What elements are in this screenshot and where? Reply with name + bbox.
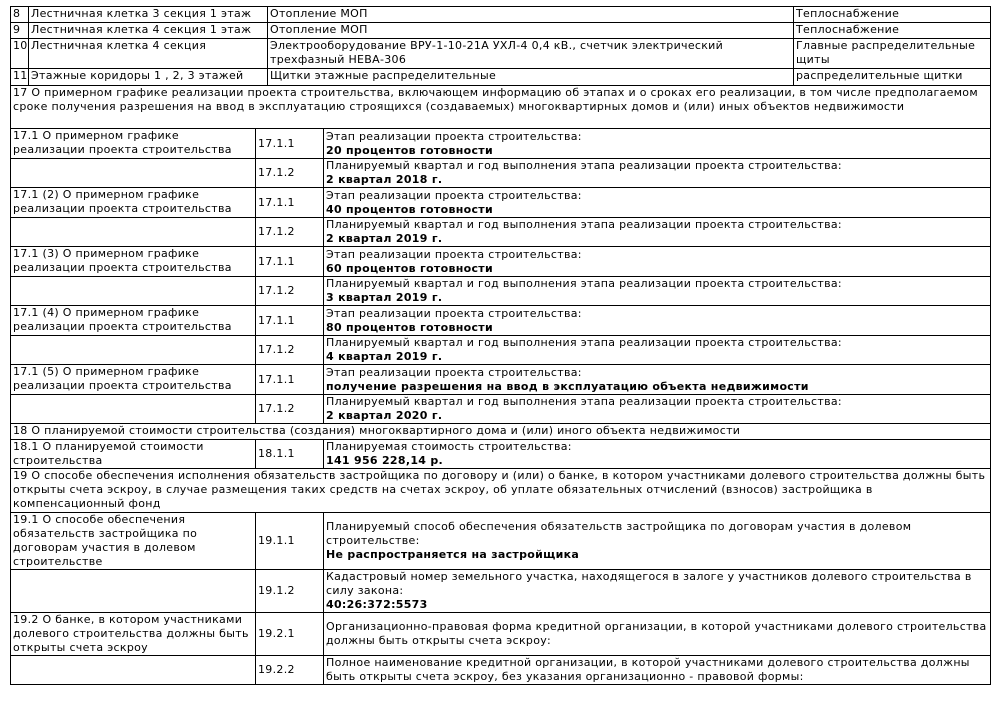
item-code: 17.1.2 bbox=[256, 395, 324, 424]
item-content bbox=[324, 306, 991, 336]
equipment-row bbox=[11, 39, 991, 69]
row-number: 8 bbox=[11, 7, 29, 23]
item-title: 17.1 (3) О примерном графике реализации проекта строительства bbox=[11, 247, 256, 277]
item-label: Планируемый квартал и год выполнения этапа реализации проекта строительства: bbox=[326, 395, 842, 408]
item-title: 19.2 О банке, в котором участниками долевого строительства должны быть открыты счета эскроу bbox=[11, 613, 256, 656]
item-label: Этап реализации проекта строительства: bbox=[326, 129, 582, 143]
item-value: 20 процентов готовности bbox=[326, 143, 493, 157]
row-number: 9 bbox=[11, 23, 29, 39]
item-label: Организационно-правовая форма кредитной организации, в которой участниками долевого строительства должны быть открыты счета эскроу: bbox=[326, 620, 987, 647]
table-row bbox=[11, 395, 991, 424]
item-value: 3 квартал 2019 г. bbox=[326, 291, 443, 304]
item-label: Этап реализации проекта строительства: bbox=[326, 306, 582, 320]
item-code: 17.1.2 bbox=[256, 159, 324, 188]
item-code: 17.1.1 bbox=[256, 188, 324, 218]
system-cell: Главные распределительные щиты bbox=[794, 39, 991, 69]
item-value: получение разрешения на ввод в эксплуатацию объекта недвижимости bbox=[326, 379, 809, 393]
item-value: 80 процентов готовности bbox=[326, 320, 493, 334]
equipment-table bbox=[10, 6, 991, 86]
item-code: 17.1.2 bbox=[256, 218, 324, 247]
item-label: Этап реализации проекта строительства: bbox=[326, 188, 582, 202]
table-row bbox=[11, 247, 991, 277]
location-cell: Этажные коридоры 1 , 2, 3 этажей bbox=[29, 69, 268, 86]
system-cell: распределительные щитки bbox=[794, 69, 991, 86]
item-label: Планируемый квартал и год выполнения этапа реализации проекта строительства: bbox=[326, 336, 842, 349]
section-header: 17 О примерном графике реализации проекта строительства, включающем информацию об этапах и о сроках его реализации, в том числе предполагаемом сроке получения разрешения на ввод в эксплуатацию строящихся (создаваемых) многоквартирных домов и (или) иных объектов недвижимости bbox=[11, 86, 991, 129]
item-value: 60 процентов готовности bbox=[326, 261, 493, 275]
item-title: 17.1 (4) О примерном графике реализации проекта строительства bbox=[11, 306, 256, 336]
item-title: 17.1 О примерном графике реализации проекта строительства bbox=[11, 129, 256, 159]
item-code: 19.2.2 bbox=[256, 656, 324, 685]
item-content bbox=[324, 513, 991, 570]
equipment-row bbox=[11, 7, 991, 23]
location-cell: Лестничная клетка 3 секция 1 этаж bbox=[29, 7, 268, 23]
item-value: Не распространяется на застройщика bbox=[326, 548, 580, 561]
table-row bbox=[11, 656, 991, 685]
item-code: 17.1.2 bbox=[256, 277, 324, 306]
item-code: 17.1.2 bbox=[256, 336, 324, 365]
item-code: 19.2.1 bbox=[256, 613, 324, 656]
item-title: 19.1 О способе обеспечения обязательств застройщика по договорам участия в долевом строительстве bbox=[11, 513, 256, 570]
item-code: 18.1.1 bbox=[256, 440, 324, 469]
item-label: Этап реализации проекта строительства: bbox=[326, 247, 582, 261]
item-value: 2 квартал 2018 г. bbox=[326, 173, 443, 186]
item-content bbox=[324, 188, 991, 218]
item-title bbox=[11, 336, 256, 365]
item-label: Планируемый квартал и год выполнения этапа реализации проекта строительства: bbox=[326, 159, 842, 172]
item-title bbox=[11, 159, 256, 188]
location-cell: Лестничная клетка 4 секция 1 этаж bbox=[29, 23, 268, 39]
item-code: 19.1.1 bbox=[256, 513, 324, 570]
item-value: 2 квартал 2019 г. bbox=[326, 232, 443, 245]
item-label: Этап реализации проекта строительства: bbox=[326, 365, 582, 379]
table-row bbox=[11, 159, 991, 188]
section-header-row bbox=[11, 469, 991, 513]
section-header-row bbox=[11, 424, 991, 440]
item-content bbox=[324, 365, 991, 395]
item-label: Планируемый квартал и год выполнения этапа реализации проекта строительства: bbox=[326, 218, 842, 231]
item-label: Полное наименование кредитной организации, в которой участниками долевого строительства должны быть открыты счета эскроу, без указания организационно - правовой формы: bbox=[326, 656, 970, 683]
system-cell: Теплоснабжение bbox=[794, 23, 991, 39]
equipment-row bbox=[11, 69, 991, 86]
item-content bbox=[324, 159, 991, 188]
item-content bbox=[324, 395, 991, 424]
item-title bbox=[11, 656, 256, 685]
description-cell: Электрооборудование ВРУ-1-10-21А УХЛ-4 0,4 кВ., счетчик электрический трехфазный НЕВА-306 bbox=[268, 39, 794, 69]
location-cell: Лестничная клетка 4 секция bbox=[29, 39, 268, 69]
item-content bbox=[324, 129, 991, 159]
item-content bbox=[324, 336, 991, 365]
table-row bbox=[11, 613, 991, 656]
table-row bbox=[11, 188, 991, 218]
system-cell: Теплоснабжение bbox=[794, 7, 991, 23]
table-row bbox=[11, 129, 991, 159]
item-content bbox=[324, 277, 991, 306]
description-cell: Отопление МОП bbox=[268, 7, 794, 23]
item-title: 18.1 О планируемой стоимости строительства bbox=[11, 440, 256, 469]
table-row bbox=[11, 570, 991, 613]
item-title bbox=[11, 277, 256, 306]
item-code: 17.1.1 bbox=[256, 247, 324, 277]
item-label: Планируемый квартал и год выполнения этапа реализации проекта строительства: bbox=[326, 277, 842, 290]
item-content bbox=[324, 247, 991, 277]
item-title bbox=[11, 570, 256, 613]
table-row bbox=[11, 440, 991, 469]
section-header: 19 О способе обеспечения исполнения обязательств застройщика по договору и (или) о банке, в котором участниками долевого строительства должны быть открыты счета эскроу, в случае размещения таких средств на счетах эскроу, об уплате обязательных отчислений (взносов) застройщика в компенсационный фонд bbox=[11, 469, 991, 513]
row-number: 10 bbox=[11, 39, 29, 69]
item-code: 17.1.1 bbox=[256, 365, 324, 395]
item-title: 17.1 (5) О примерном графике реализации проекта строительства bbox=[11, 365, 256, 395]
equipment-row bbox=[11, 23, 991, 39]
item-value: 2 квартал 2020 г. bbox=[326, 409, 443, 422]
row-number: 11 bbox=[11, 69, 29, 86]
item-label: Планируемый способ обеспечения обязательств застройщика по договорам участия в долевом строительстве: bbox=[326, 520, 912, 547]
table-row bbox=[11, 277, 991, 306]
item-value: 40:26:372:5573 bbox=[326, 598, 428, 611]
table-row bbox=[11, 365, 991, 395]
item-label: Кадастровый номер земельного участка, находящегося в залоге у участников долевого строительства в силу закона: bbox=[326, 570, 972, 597]
item-content bbox=[324, 440, 991, 469]
item-content bbox=[324, 570, 991, 613]
section-header: 18 О планируемой стоимости строительства (создания) многоквартирного дома и (или) иного объекта недвижимости bbox=[11, 424, 991, 440]
table-row bbox=[11, 336, 991, 365]
item-value: 4 квартал 2019 г. bbox=[326, 350, 443, 363]
description-cell: Щитки этажные распределительные bbox=[268, 69, 794, 86]
item-content bbox=[324, 218, 991, 247]
table-row bbox=[11, 218, 991, 247]
description-cell: Отопление МОП bbox=[268, 23, 794, 39]
table-row bbox=[11, 306, 991, 336]
item-title: 17.1 (2) О примерном графике реализации проекта строительства bbox=[11, 188, 256, 218]
section-header-row bbox=[11, 86, 991, 129]
item-title bbox=[11, 218, 256, 247]
item-label: Планируемая стоимость строительства: bbox=[326, 440, 572, 453]
item-code: 17.1.1 bbox=[256, 129, 324, 159]
item-value: 40 процентов готовности bbox=[326, 202, 493, 216]
table-row bbox=[11, 513, 991, 570]
item-value: 141 956 228,14 р. bbox=[326, 454, 444, 467]
project-info-table bbox=[10, 85, 991, 685]
item-code: 19.1.2 bbox=[256, 570, 324, 613]
item-title bbox=[11, 395, 256, 424]
item-content bbox=[324, 613, 991, 656]
item-code: 17.1.1 bbox=[256, 306, 324, 336]
item-content bbox=[324, 656, 991, 685]
